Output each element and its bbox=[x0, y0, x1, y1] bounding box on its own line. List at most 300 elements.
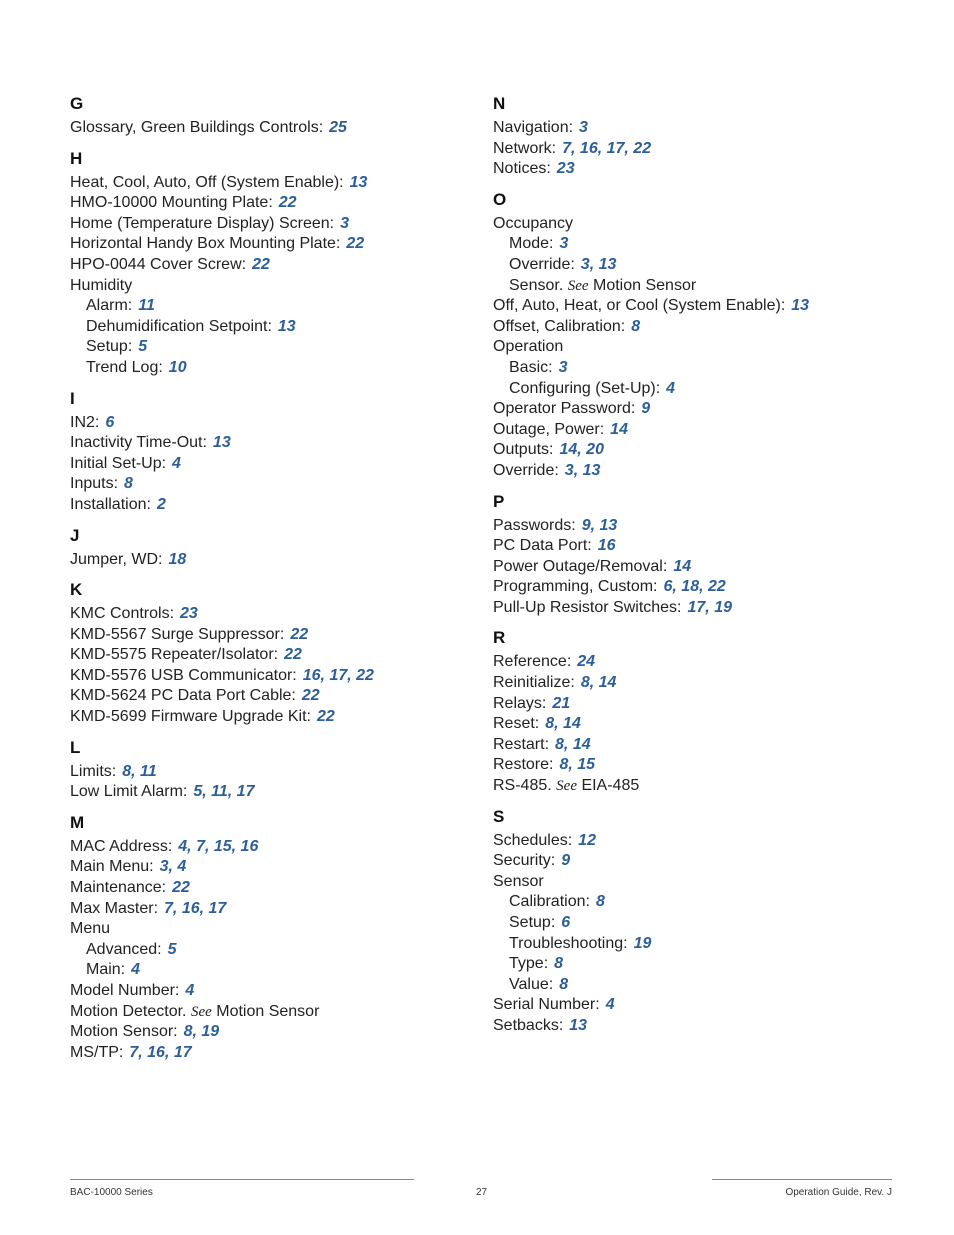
page-number-link[interactable]: 22 bbox=[172, 879, 190, 897]
entry-term: Dehumidification Setpoint: bbox=[86, 317, 272, 335]
page-references: 8, 14 bbox=[545, 715, 581, 733]
page-number-link[interactable]: 14 bbox=[673, 557, 692, 575]
page-references bbox=[168, 941, 177, 958]
entry-term: Power Outage/Removal: bbox=[493, 557, 668, 575]
index-entry bbox=[493, 420, 893, 441]
index-subentry bbox=[70, 960, 470, 981]
index-section-o bbox=[493, 190, 893, 482]
section-letter: J bbox=[70, 525, 80, 545]
page-references bbox=[105, 414, 114, 431]
page-references bbox=[631, 318, 640, 335]
page-number-link[interactable]: 14 bbox=[563, 715, 581, 733]
page-references bbox=[634, 935, 652, 952]
entry-term: Operator Password: bbox=[493, 400, 636, 418]
page-number-link[interactable]: 22 bbox=[316, 708, 335, 726]
page-number-link[interactable]: 4 bbox=[666, 379, 676, 397]
entry-term: Setup: bbox=[509, 914, 556, 931]
page-number-link[interactable]: 13 bbox=[599, 516, 618, 534]
index-section-r bbox=[493, 628, 893, 796]
index-entry bbox=[493, 1016, 893, 1037]
entry-term: Jumper, WD: bbox=[70, 550, 163, 568]
page-number-link[interactable]: 3 bbox=[579, 119, 588, 136]
page-references bbox=[791, 297, 809, 314]
entry-term: PC Data Port: bbox=[493, 537, 592, 555]
entry-term: Type: bbox=[509, 955, 549, 973]
page-number-link[interactable]: 8 bbox=[122, 762, 132, 780]
entry-term: Override: bbox=[493, 461, 559, 479]
entry-term: Restore: bbox=[493, 756, 554, 774]
index-section-k bbox=[70, 580, 470, 728]
section-letter: H bbox=[70, 148, 83, 168]
page-number-link[interactable]: 5 bbox=[193, 783, 203, 801]
page-number-link[interactable]: 22 bbox=[356, 666, 374, 684]
index-entry bbox=[70, 214, 470, 235]
index-subentry bbox=[70, 337, 470, 358]
index-entry bbox=[493, 714, 893, 735]
entry-term: Value: bbox=[509, 975, 554, 993]
entry-term: Outage, Power: bbox=[493, 420, 605, 438]
index-entry bbox=[493, 851, 893, 872]
index-entry bbox=[493, 337, 893, 358]
index-entry bbox=[70, 762, 470, 783]
page-number-link[interactable]: 13 bbox=[212, 434, 231, 452]
see-reference-target[interactable]: Motion Sensor bbox=[216, 1002, 320, 1020]
page-references: 9, 13 bbox=[581, 516, 618, 534]
entry-term: HMO-10000 Mounting Plate: bbox=[70, 194, 273, 212]
index-entry bbox=[493, 557, 893, 578]
page-references bbox=[577, 653, 595, 670]
page-number-link[interactable]: 4 bbox=[131, 961, 141, 979]
page-references bbox=[554, 955, 563, 972]
index-section-n bbox=[493, 94, 893, 180]
page-number-link[interactable]: 8 bbox=[555, 735, 564, 753]
page-number-link[interactable]: 3 bbox=[564, 461, 574, 479]
page-references bbox=[559, 359, 568, 376]
index-column-left bbox=[70, 94, 470, 1073]
page-number-link[interactable]: 4 bbox=[177, 858, 187, 876]
footer-rule-left bbox=[70, 1179, 414, 1180]
index-entry bbox=[70, 276, 470, 297]
index-entry bbox=[70, 495, 470, 516]
page-number-link[interactable]: 22 bbox=[707, 578, 726, 596]
index-entry bbox=[70, 645, 470, 666]
entry-term: Restart: bbox=[493, 735, 550, 753]
page-references: 7, 16, 17, 22 bbox=[562, 139, 652, 157]
index-entry bbox=[493, 577, 893, 598]
page-number-link[interactable]: 16 bbox=[240, 837, 259, 855]
entry-term: Setup: bbox=[86, 338, 133, 356]
page-number-link[interactable]: 3 bbox=[580, 255, 590, 273]
index-column-right bbox=[493, 94, 893, 1047]
page-number-link[interactable]: 8 bbox=[554, 955, 564, 973]
page-references: 5, 11, 17 bbox=[193, 783, 255, 801]
page-number-link[interactable]: 16 bbox=[579, 139, 598, 157]
page-number-link[interactable]: 23 bbox=[180, 605, 198, 623]
page-number-link[interactable]: 3 bbox=[558, 358, 568, 376]
entry-term: Menu bbox=[70, 920, 111, 938]
index-subentry bbox=[493, 234, 893, 255]
page-number-link[interactable]: 20 bbox=[586, 441, 604, 459]
section-letter: O bbox=[493, 189, 507, 209]
index-section-h bbox=[70, 149, 470, 379]
page-number-link[interactable]: 14 bbox=[610, 420, 628, 438]
index-entry bbox=[70, 604, 470, 625]
entry-term: Initial Set-Up: bbox=[70, 454, 167, 472]
index-section-s bbox=[493, 807, 893, 1037]
entry-term: Mode: bbox=[509, 235, 554, 253]
page-references bbox=[290, 626, 308, 643]
index-entry bbox=[493, 118, 893, 139]
section-letter: M bbox=[70, 812, 85, 832]
page-number-link[interactable]: 19 bbox=[714, 598, 732, 616]
page-number-link[interactable]: 8 bbox=[631, 317, 641, 335]
page-references bbox=[579, 119, 588, 136]
page-number-link[interactable]: 4 bbox=[605, 996, 615, 1014]
entry-term: Programming, Custom: bbox=[493, 578, 658, 596]
index-entry bbox=[70, 981, 470, 1002]
index-entry bbox=[70, 878, 470, 899]
entry-term: Off, Auto, Heat, or Cool (System Enable): bbox=[493, 297, 786, 315]
index-entry bbox=[493, 440, 893, 461]
entry-term: Horizontal Handy Box Mounting Plate: bbox=[70, 235, 341, 253]
page-number-link[interactable]: 17 bbox=[208, 899, 227, 917]
index-section-m bbox=[70, 813, 470, 1064]
page-references: 8, 15 bbox=[559, 756, 596, 774]
entry-term: Serial Number: bbox=[493, 996, 600, 1014]
entry-term: Trend Log: bbox=[86, 358, 163, 376]
page-number-link[interactable]: 8 bbox=[183, 1023, 193, 1041]
page-number-link[interactable]: 22 bbox=[252, 255, 270, 273]
entry-term: Motion Sensor: bbox=[70, 1023, 178, 1041]
index-subentry bbox=[493, 379, 893, 400]
page-number-link[interactable]: 16 bbox=[302, 666, 321, 684]
page-references: 3, 13 bbox=[580, 255, 617, 273]
entry-term: Navigation: bbox=[493, 119, 574, 136]
footer-rule-right bbox=[712, 1179, 892, 1180]
footer-product-name: BAC-10000 Series bbox=[70, 1187, 153, 1198]
page-number-link[interactable]: 18 bbox=[681, 578, 700, 596]
page-references bbox=[329, 119, 347, 136]
entry-term: Inactivity Time-Out: bbox=[70, 434, 207, 452]
index-entry bbox=[70, 550, 470, 571]
page-references: 16, 17, 22 bbox=[302, 666, 374, 684]
index-entry bbox=[493, 159, 893, 180]
index-entry bbox=[70, 173, 470, 194]
page-number-link[interactable]: 21 bbox=[552, 694, 571, 712]
page-number-link[interactable]: 8 bbox=[580, 674, 590, 692]
entry-term: Network: bbox=[493, 139, 557, 157]
page-number-link[interactable]: 13 bbox=[569, 1016, 588, 1034]
page-number-link[interactable]: 17 bbox=[236, 783, 255, 801]
page-references bbox=[317, 708, 335, 725]
entry-term: Maintenance: bbox=[70, 879, 167, 897]
entry-term: Installation: bbox=[70, 495, 151, 513]
entry-term: Passwords: bbox=[493, 516, 576, 534]
entry-term: Pull-Up Resistor Switches: bbox=[493, 598, 682, 616]
entry-term: MS/TP: bbox=[70, 1043, 124, 1061]
index-entry bbox=[493, 536, 893, 557]
index-entry bbox=[493, 461, 893, 482]
index-entry bbox=[70, 413, 470, 434]
page-number-link[interactable]: 14 bbox=[598, 674, 617, 692]
entry-term: Sensor. bbox=[509, 276, 564, 294]
entry-term: Troubleshooting: bbox=[509, 934, 628, 952]
page-number-link[interactable]: 6 bbox=[663, 578, 673, 596]
page-number-link[interactable]: 17 bbox=[173, 1043, 192, 1061]
page-references bbox=[278, 318, 296, 335]
page-number-link[interactable]: 19 bbox=[633, 934, 652, 952]
page-number-link[interactable]: 6 bbox=[561, 914, 571, 931]
page-number-link[interactable]: 5 bbox=[138, 338, 148, 356]
page-number-link[interactable]: 9 bbox=[641, 400, 651, 418]
entry-term: Setbacks: bbox=[493, 1016, 564, 1034]
index-subentry bbox=[493, 255, 893, 276]
index-subentry bbox=[493, 954, 893, 975]
page-number-link[interactable]: 8 bbox=[545, 715, 555, 733]
page-references: 7, 16, 17 bbox=[129, 1043, 192, 1061]
index-entry bbox=[493, 296, 893, 317]
page-number-link[interactable]: 3 bbox=[340, 214, 349, 232]
entry-term: Configuring (Set-Up): bbox=[509, 379, 661, 397]
page-number-link[interactable]: 22 bbox=[346, 235, 365, 253]
entry-term: Relays: bbox=[493, 694, 547, 712]
index-section-g bbox=[70, 94, 470, 139]
entry-term: Calibration: bbox=[509, 893, 590, 911]
page-number-link[interactable]: 3 bbox=[159, 858, 169, 876]
page-number-link[interactable]: 4 bbox=[172, 454, 181, 472]
page-number-link[interactable]: 13 bbox=[277, 317, 296, 335]
page-number-link[interactable]: 6 bbox=[105, 413, 115, 431]
entry-term: Max Master: bbox=[70, 899, 159, 917]
page-number-link[interactable]: 3 bbox=[559, 235, 569, 253]
entry-term: Alarm: bbox=[86, 297, 133, 315]
index-entry bbox=[493, 872, 893, 893]
page-number-link[interactable]: 12 bbox=[578, 831, 596, 849]
page-number-link[interactable]: 5 bbox=[167, 940, 177, 958]
section-letter: N bbox=[493, 94, 506, 113]
page-number-link[interactable]: 15 bbox=[577, 756, 596, 774]
page-number-link[interactable]: 16 bbox=[181, 899, 200, 917]
index-entry bbox=[493, 694, 893, 715]
see-reference-target[interactable]: Motion Sensor bbox=[593, 276, 697, 294]
page-number-link[interactable]: 24 bbox=[577, 653, 596, 671]
page-number-link[interactable]: 17 bbox=[606, 139, 625, 157]
page-number-link[interactable]: 17 bbox=[687, 598, 706, 616]
page-references bbox=[559, 235, 568, 252]
index-entry bbox=[70, 666, 470, 687]
index-entry bbox=[70, 919, 470, 940]
entry-term: Motion Detector. bbox=[70, 1002, 187, 1020]
page-references bbox=[252, 256, 270, 273]
section-letter: G bbox=[70, 94, 84, 113]
entry-term: Main Menu: bbox=[70, 858, 154, 876]
page-number-link[interactable]: 19 bbox=[201, 1023, 220, 1041]
index-entry bbox=[70, 686, 470, 707]
page-number-link[interactable]: 13 bbox=[582, 461, 601, 479]
entry-term: Low Limit Alarm: bbox=[70, 783, 188, 801]
see-reference-label: See bbox=[567, 277, 589, 294]
index-subentry bbox=[493, 276, 893, 297]
page-number-link[interactable]: 13 bbox=[598, 255, 617, 273]
page-references bbox=[138, 297, 155, 314]
page-number-link[interactable]: 9 bbox=[561, 852, 571, 870]
see-reference-label: See bbox=[190, 1003, 212, 1020]
entry-term: RS-485. bbox=[493, 777, 552, 795]
index-entry bbox=[70, 454, 470, 475]
page-number-link[interactable]: 13 bbox=[349, 173, 368, 191]
entry-term: Model Number: bbox=[70, 982, 180, 999]
page-number-link[interactable]: 4 bbox=[185, 982, 195, 999]
index-entry bbox=[493, 139, 893, 160]
see-reference-target[interactable]: EIA-485 bbox=[581, 777, 640, 795]
page-references: 6, 18, 22 bbox=[663, 578, 726, 596]
page-references bbox=[185, 982, 194, 999]
page-number-link[interactable]: 7 bbox=[196, 837, 205, 855]
footer-document-title: Operation Guide, Rev. J bbox=[785, 1187, 892, 1198]
entry-term: MAC Address: bbox=[70, 837, 173, 855]
page-references bbox=[569, 1017, 587, 1034]
index-section-j bbox=[70, 526, 470, 571]
page-references: 17, 19 bbox=[687, 598, 732, 616]
index-section-p bbox=[493, 492, 893, 619]
section-letter: S bbox=[493, 806, 505, 826]
index-entry bbox=[493, 516, 893, 537]
page-references: 8, 14 bbox=[580, 674, 617, 692]
entry-term: Schedules: bbox=[493, 831, 573, 849]
page-number-link[interactable]: 14 bbox=[572, 735, 591, 753]
index-entry bbox=[70, 837, 470, 858]
page-references bbox=[279, 194, 297, 211]
page-references bbox=[168, 551, 186, 568]
page-number-link[interactable]: 4 bbox=[178, 837, 188, 855]
index-entry bbox=[493, 399, 893, 420]
page-number-link[interactable]: 16 bbox=[147, 1043, 165, 1061]
page-references: 8, 11 bbox=[122, 762, 157, 780]
index-subentry bbox=[493, 358, 893, 379]
page-number-link[interactable]: 15 bbox=[213, 837, 232, 855]
index-entry bbox=[493, 673, 893, 694]
index-entry bbox=[493, 317, 893, 338]
index-entry bbox=[493, 776, 893, 797]
page-references bbox=[131, 961, 140, 978]
index-entry bbox=[70, 899, 470, 920]
page-references bbox=[157, 496, 166, 513]
page-references bbox=[641, 400, 650, 417]
page-number-link[interactable]: 10 bbox=[168, 358, 187, 376]
page-references bbox=[552, 695, 570, 712]
page-references: 8, 19 bbox=[183, 1023, 220, 1041]
index-entry bbox=[70, 234, 470, 255]
index-entry bbox=[70, 118, 470, 139]
page-number-link[interactable]: 11 bbox=[140, 762, 157, 780]
index-entry bbox=[70, 1002, 470, 1023]
section-letter: K bbox=[70, 580, 83, 600]
entry-term: Main: bbox=[86, 961, 126, 979]
index-entry bbox=[493, 652, 893, 673]
index-entry bbox=[70, 707, 470, 728]
page-references: 4, 7, 15, 16 bbox=[178, 837, 259, 855]
entry-term: Reinitialize: bbox=[493, 674, 575, 692]
entry-term: KMC Controls: bbox=[70, 605, 175, 623]
entry-term: Operation bbox=[493, 338, 564, 356]
page-number-link[interactable]: 8 bbox=[124, 475, 133, 493]
entry-term: Humidity bbox=[70, 276, 133, 294]
page-number-link[interactable]: 22 bbox=[290, 625, 309, 643]
page-number-link[interactable]: 13 bbox=[791, 297, 810, 315]
index-subentry bbox=[70, 296, 470, 317]
page-number-link[interactable]: 14 bbox=[559, 441, 578, 459]
index-entry bbox=[70, 193, 470, 214]
index-subentry bbox=[493, 892, 893, 913]
page-references bbox=[180, 605, 198, 622]
index-entry bbox=[493, 598, 893, 619]
page-number-link[interactable]: 11 bbox=[211, 783, 228, 801]
page-references bbox=[610, 421, 628, 438]
index-subentry bbox=[70, 940, 470, 961]
page-footer bbox=[70, 1179, 892, 1209]
entry-term: Reset: bbox=[493, 715, 540, 733]
entry-term: Offset, Calibration: bbox=[493, 317, 626, 335]
page-number-link[interactable]: 2 bbox=[156, 495, 166, 513]
entry-term: KMD-5576 USB Communicator: bbox=[70, 666, 297, 684]
page-references bbox=[561, 914, 570, 931]
page-number-link[interactable]: 9 bbox=[581, 516, 591, 534]
entry-term: Outputs: bbox=[493, 441, 554, 459]
page-number-link[interactable]: 18 bbox=[168, 550, 187, 568]
entry-term: Glossary, Green Buildings Controls: bbox=[70, 119, 324, 136]
entry-term: Occupancy bbox=[493, 214, 574, 232]
page-number-link[interactable]: 8 bbox=[559, 975, 569, 993]
page-references bbox=[169, 359, 187, 376]
page-references bbox=[606, 996, 615, 1013]
page-number-link[interactable]: 22 bbox=[278, 194, 297, 212]
page-number-link[interactable]: 22 bbox=[284, 646, 302, 664]
page-number-link[interactable]: 23 bbox=[556, 160, 575, 178]
page-number-link[interactable]: 25 bbox=[329, 119, 347, 136]
page-number-link[interactable]: 22 bbox=[633, 139, 652, 157]
page-number-link[interactable]: 8 bbox=[559, 756, 569, 774]
page-number-link[interactable]: 7 bbox=[129, 1043, 139, 1061]
page-number-link[interactable]: 7 bbox=[562, 139, 572, 157]
index-entry bbox=[70, 1043, 470, 1064]
page-references bbox=[284, 646, 302, 663]
page-number-link[interactable]: 16 bbox=[597, 537, 616, 555]
index-subentry bbox=[70, 317, 470, 338]
entry-term: KMD-5699 Firmware Upgrade Kit: bbox=[70, 708, 311, 726]
page-number-link[interactable]: 7 bbox=[164, 899, 173, 917]
entry-term: Security: bbox=[493, 852, 556, 870]
page-references: 8, 14 bbox=[555, 735, 591, 753]
page-references bbox=[596, 893, 605, 910]
entry-term: IN2: bbox=[70, 413, 100, 431]
page-number-link[interactable]: 11 bbox=[138, 297, 155, 315]
page-references bbox=[172, 455, 181, 472]
page-references bbox=[213, 434, 231, 451]
index-subentry bbox=[493, 975, 893, 996]
page-references bbox=[138, 338, 147, 355]
page-references bbox=[302, 687, 320, 704]
page-number-link[interactable]: 8 bbox=[595, 893, 605, 911]
entry-term: KMD-5567 Surge Suppressor: bbox=[70, 625, 285, 643]
page-number-link[interactable]: 17 bbox=[329, 666, 348, 684]
entry-term: HPO-0044 Cover Screw: bbox=[70, 255, 247, 273]
page-number-link[interactable]: 22 bbox=[301, 687, 320, 705]
entry-term: KMD-5624 PC Data Port Cable: bbox=[70, 687, 296, 705]
entry-term: Override: bbox=[509, 255, 575, 273]
entry-term: KMD-5575 Repeater/Isolator: bbox=[70, 646, 279, 664]
page-references bbox=[673, 558, 691, 575]
footer-page-number: 27 bbox=[476, 1187, 488, 1198]
